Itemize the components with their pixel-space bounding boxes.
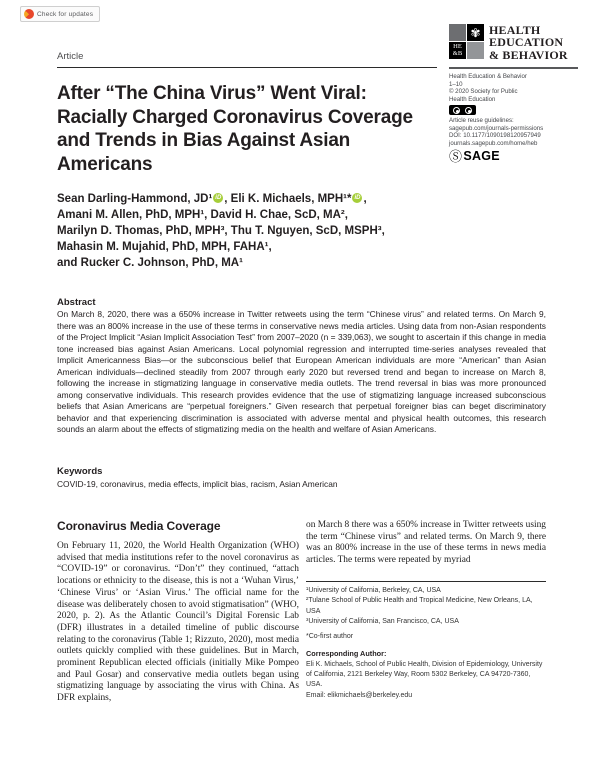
logo-square-lightgray — [467, 42, 484, 59]
author-line — [57, 191, 385, 207]
journal-logo — [449, 24, 485, 60]
journal-name: Health Education & Behavior — [449, 73, 527, 81]
journal-citation-info — [449, 73, 579, 163]
footnotes-block — [306, 581, 546, 701]
title-line: Racially Charged Coronavirus Coverage — [57, 106, 413, 128]
affiliation-1: ¹University of California, Berkeley, CA, USA — [306, 587, 441, 594]
title-line: After “The China Virus” Went Viral: — [57, 83, 367, 104]
sage-s-icon: Ⓢ — [449, 149, 463, 165]
journal-pages: 1–10 — [449, 80, 463, 88]
flower-icon: ✾ — [467, 24, 484, 41]
body-paragraph-right-column: on March 8 there was a 650% increase in Twitter retweets using the term “Chinese virus” and related terms. On March 9, there was an 800% increase in the use of these terms in news media articles. The terms were repeated by myriad — [306, 520, 546, 566]
journal-home-link[interactable]: journals.sagepub.com/home/heb — [449, 139, 538, 147]
author-line-comma: , — [363, 193, 367, 205]
author-line: Amani M. Allen, PhD, MPH¹, David H. Chae, ScD, MA², — [57, 209, 348, 221]
by-nc-icon — [465, 107, 472, 114]
journal-header — [449, 24, 579, 163]
author-line: Marilyn D. Thomas, PhD, MPH³, Thu T. Nguyen, ScD, MSPH³, — [57, 225, 385, 237]
journal-copyright-line1: © 2020 Society for Public — [449, 88, 518, 96]
corresponding-author-email[interactable]: Email: elikmichaels@berkeley.edu — [306, 691, 413, 699]
corresponding-author-address: Eli K. Michaels, School of Public Health, Division of Epidemiology, University of California, 2121 Berkeley Way, Room 5302 Berkeley, CA 94720-7360, USA. — [306, 660, 543, 689]
check-for-updates-badge[interactable] — [20, 6, 100, 22]
sage-wordmark: SAGE — [463, 148, 500, 163]
affiliation-3: ³University of California, San Francisco, CA, USA — [306, 617, 459, 625]
affiliation-2: ²Tulane School of Public Health and Tropical Medicine, New Orleans, LA, USA — [306, 597, 533, 615]
co-first-author-note: *Co-first author — [306, 633, 354, 641]
cc-icon — [453, 107, 460, 114]
heb-monogram: HE &B — [449, 42, 466, 59]
abstract-text: On March 8, 2020, there was a 650% increase in Twitter retweets using the term “Chinese virus” and related terms. On March 9, there was an 800% increase in the use of these terms in conservative news media articles. Using data from non-Asian respondents of the Project Implicit “Asian Implicit Association Test” from 2007–2020 (n = 339,063), we sought to ascertain if this change in media tone increased bias against Asian Americans. Local polynomial regression and interrupted time-series analyses revealed that Implicit Americanness Bias—or the subconscious belief that European American individuals are more “American” than Asian American individuals—declined steadily from 2007 through early 2020 but reversed trend and began to increase on March 8, following the increase in stigmatizing language in conservative media outlets. The trend reversal in bias was more pronounced among conservative individuals. This research provides evidence that the use of stigmatizing language increased subconscious beliefs that Asian Americans are “perpetual foreigners.” Given research that perpetual foreigner bias can beget discriminatory behavior and that experiencing discrimination is associated with adverse mental and physical health outcomes, this research sounds an alarm about the effects of stigmatizing media on the health and welfare of Asian Americans. — [57, 309, 546, 434]
author-line: and Rucker C. Johnson, PhD, MA¹ — [57, 257, 243, 269]
section-heading-coronavirus-media-coverage: Coronavirus Media Coverage — [57, 519, 221, 533]
crossmark-icon — [24, 9, 34, 19]
reuse-guidelines-label: Article reuse guidelines: — [449, 117, 514, 125]
check-for-updates-label: Check for updates — [37, 10, 94, 18]
orcid-icon[interactable]: iD — [215, 195, 222, 201]
article-rule-divider — [57, 67, 437, 68]
paper-title — [57, 82, 413, 176]
logo-square-gray — [449, 24, 466, 41]
authors-block — [57, 191, 385, 271]
journal-copyright-line2: Health Education — [449, 95, 496, 103]
keywords-text: COVID-19, coronavirus, media effects, implicit bias, racism, Asian American — [57, 479, 338, 489]
permissions-link[interactable]: sagepub.com/journals-permissions — [449, 124, 544, 132]
journal-logo-word-health: HEALTH — [489, 23, 541, 37]
title-line: and Trends in Bias Against Asian — [57, 130, 351, 151]
body-paragraph-left-column: On February 11, 2020, the World Health Organization (WHO) advised that media institutions refer to the novel coronavirus as “COVID-19” or coronavirus. “Don’t” they continued, “attach locations or ethnicity to the disease, this is not a ‘Wuhan Virus,’ ‘Chinese Virus’ or ‘Asian Virus.’ The official name for the disease was deliberately chosen to avoid stigmatisation” (WHO, 2020, p. 2). As the Atlantic Council’s Digital Forensic Lab (DFR) illustrates in a detailed timeline of public discourse relating to the coronavirus (Table 1; Rizzuto, 2020), most media outlets quickly complied with these guidelines. But in March, prominent Republican elected officials (initially Mike Pompeo and Paul Gosar) and conservative media outlets began using stigmatizing language by associating the virus with China. As DFR explains, — [57, 541, 299, 704]
corresponding-author-heading: Corresponding Author: — [306, 649, 387, 659]
article-type-label: Article — [57, 51, 84, 62]
doi: DOI: 10.1177/1090198120957949 — [449, 132, 541, 140]
title-line: Americans — [57, 153, 153, 175]
journal-logo-word-behavior: & BEHAVIOR — [489, 47, 568, 62]
orcid-icon[interactable]: iD — [354, 195, 361, 201]
author-line: Mahasin M. Mujahid, PhD, MPH, FAHA¹, — [57, 241, 272, 253]
keywords-heading: Keywords — [57, 466, 103, 477]
author-name: Sean Darling-Hammond, JD¹ — [57, 193, 213, 205]
journal-header-rule — [449, 67, 578, 69]
abstract-heading: Abstract — [57, 297, 96, 308]
sage-logo — [449, 150, 579, 163]
journal-logo-word-education: EDUCATION — [489, 35, 564, 50]
cc-license-badge[interactable] — [449, 105, 476, 115]
journal-name-logo — [489, 24, 568, 61]
author-name: , Eli K. Michaels, MPH¹* — [224, 193, 352, 205]
